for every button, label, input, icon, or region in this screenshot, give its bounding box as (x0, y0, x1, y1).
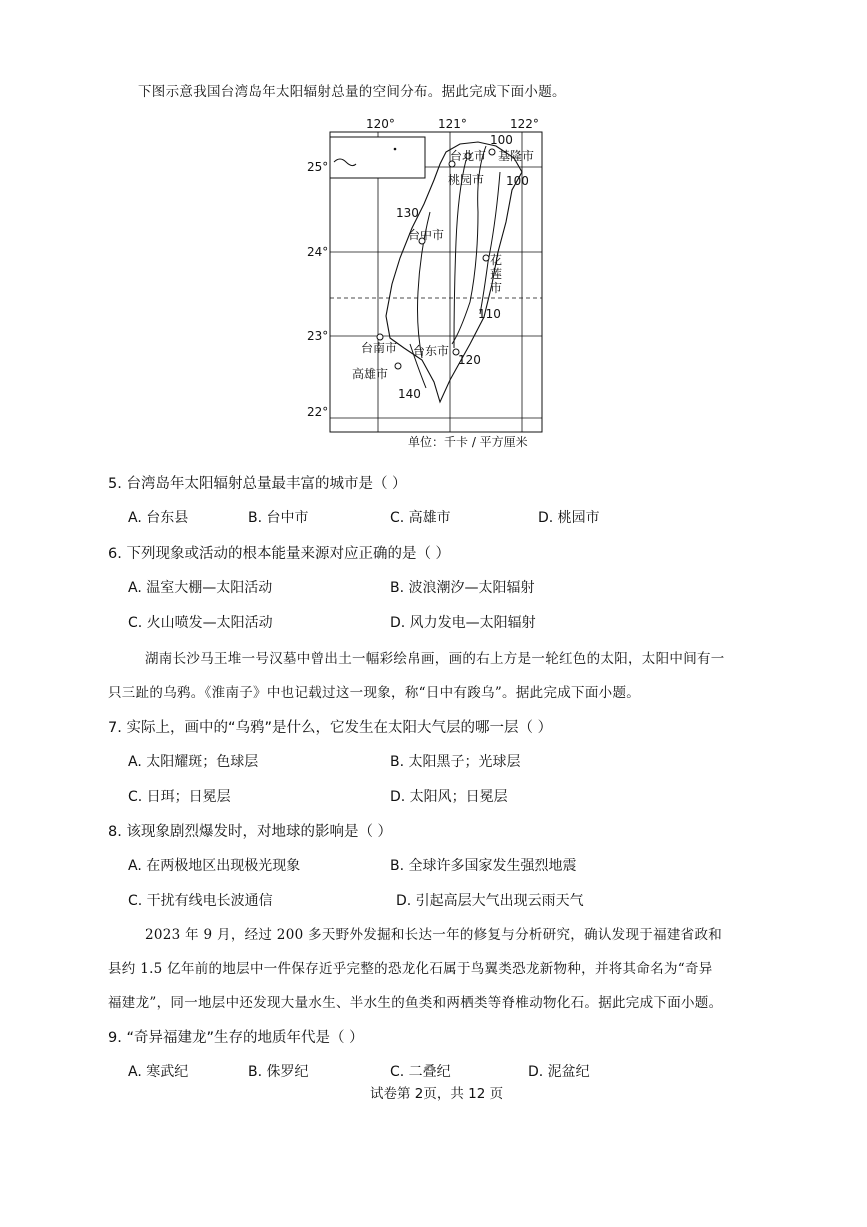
q9-option-b[interactable]: B. 侏罗纪 (248, 1064, 309, 1080)
q7-option-c[interactable]: C. 日珥；日冕层 (128, 789, 231, 805)
intro-text-2-line-2: 只三趾的乌鸦。《淮南子》中也记载过这一现象，称“日中有踆乌”。据此完成下面小题。 (108, 685, 641, 701)
city-label-taichung: 台中市 (408, 228, 445, 242)
svg-text:莲: 莲 (490, 267, 503, 281)
q9-option-a[interactable]: A. 寒武纪 (128, 1064, 189, 1080)
taiwan-solar-radiation-map (300, 112, 550, 457)
city-label-hualien (490, 253, 502, 295)
city-label-taitung: 台东市 (413, 344, 450, 358)
q8-option-d[interactable]: D. 引起高层大气出现云雨天气 (396, 893, 584, 909)
question-7-stem: 7. 实际上，画中的“乌鸦”是什么，它发生在太阳大气层的哪一层（ ） (108, 720, 553, 736)
question-6-stem: 6. 下列现象或活动的根本能量来源对应正确的是（ ） (108, 546, 451, 562)
intro-text-1: 下图示意我国台湾岛年太阳辐射总量的空间分布。据此完成下面小题。 (138, 84, 566, 100)
intro-text-3-line-2: 县约 1.5 亿年前的地层中一件保存近乎完整的恐龙化石属于鸟翼类恐龙新物种，并将其命名为“奇异 (108, 961, 713, 977)
q7-option-d[interactable]: D. 太阳风；日冕层 (390, 789, 508, 805)
q7-option-a[interactable]: A. 太阳耀斑；色球层 (128, 754, 259, 770)
q6-option-c[interactable]: C. 火山喷发—太阳活动 (128, 615, 273, 631)
city-label-tainan: 台南市 (361, 341, 398, 355)
dot-tainan (377, 334, 383, 340)
intro-text-3-line-1: 2023 年 9 月，经过 200 多天野外发掘和长达一年的修复与分析研究，确认发现于福建省政和 (145, 927, 723, 943)
city-label-taoyuan: 桃园市 (448, 173, 485, 187)
lon-label-122: 122° (510, 117, 539, 131)
lon-label-120: 120° (366, 117, 395, 131)
q9-option-d[interactable]: D. 泥盆纪 (528, 1064, 590, 1080)
lat-label-23: 23° (307, 329, 329, 343)
intro-text-2-line-1: 湖南长沙马王堆一号汉墓中曾出土一幅彩绘帛画，画的右上方是一轮红色的太阳，太阳中间有一 (145, 651, 725, 667)
svg-text:市: 市 (490, 281, 503, 295)
lat-label-24: 24° (307, 245, 329, 259)
isoline-label-100-north: 100 (490, 133, 513, 147)
q6-option-b[interactable]: B. 波浪潮汐—太阳辐射 (390, 580, 535, 596)
q5-option-d[interactable]: D. 桃园市 (538, 510, 600, 526)
q7-option-b[interactable]: B. 太阳黑子；光球层 (390, 754, 521, 770)
svg-text:花: 花 (490, 253, 503, 267)
map-inset (330, 137, 425, 178)
isoline-label-130: 130 (396, 206, 419, 220)
dot-kaohsiung (395, 363, 401, 369)
isoline-label-120: 120 (458, 353, 481, 367)
q5-option-b[interactable]: B. 台中市 (248, 510, 309, 526)
isoline-label-110: 110 (478, 307, 501, 321)
city-label-kaohsiung: 高雄市 (352, 367, 389, 381)
lat-label-22: 22° (307, 405, 329, 419)
question-9-stem: 9. “奇异福建龙”生存的地质年代是（ ） (108, 1030, 364, 1046)
dot-hualien (483, 255, 489, 261)
q9-option-c[interactable]: C. 二叠纪 (390, 1064, 451, 1080)
page-footer: 试卷第 2页，共 12 页 (370, 1086, 504, 1102)
lon-label-121: 121° (438, 117, 467, 131)
city-label-taipei: 台北市 (450, 149, 487, 163)
isoline-label-100-east: 100 (506, 174, 529, 188)
q5-option-a[interactable]: A. 台东县 (128, 510, 189, 526)
inset-dot (394, 148, 397, 151)
q6-option-a[interactable]: A. 温室大棚—太阳活动 (128, 580, 273, 596)
lat-label-25: 25° (307, 160, 329, 174)
dot-keelung (489, 149, 495, 155)
q8-option-c[interactable]: C. 干扰有线电长波通信 (128, 893, 273, 909)
city-label-keelung: 基隆市 (498, 149, 535, 163)
q6-option-d[interactable]: D. 风力发电—太阳辐射 (390, 615, 536, 631)
isoline-label-140: 140 (398, 387, 421, 401)
intro-text-3-line-3: 福建龙”，同一地层中还发现大量水生、半水生的鱼类和两栖类等脊椎动物化石。据此完成下面小题。 (108, 995, 723, 1011)
map-unit: 单位：千卡 / 平方厘米 (408, 435, 528, 449)
question-5-stem: 5. 台湾岛年太阳辐射总量最丰富的城市是（ ） (108, 476, 407, 492)
q8-option-a[interactable]: A. 在两极地区出现极光现象 (128, 858, 301, 874)
isoline-inner (454, 160, 466, 348)
q5-option-c[interactable]: C. 高雄市 (390, 510, 451, 526)
question-8-stem: 8. 该现象剧烈爆发时，对地球的影响是（ ） (108, 824, 393, 840)
q8-option-b[interactable]: B. 全球许多国家发生强烈地震 (390, 858, 577, 874)
